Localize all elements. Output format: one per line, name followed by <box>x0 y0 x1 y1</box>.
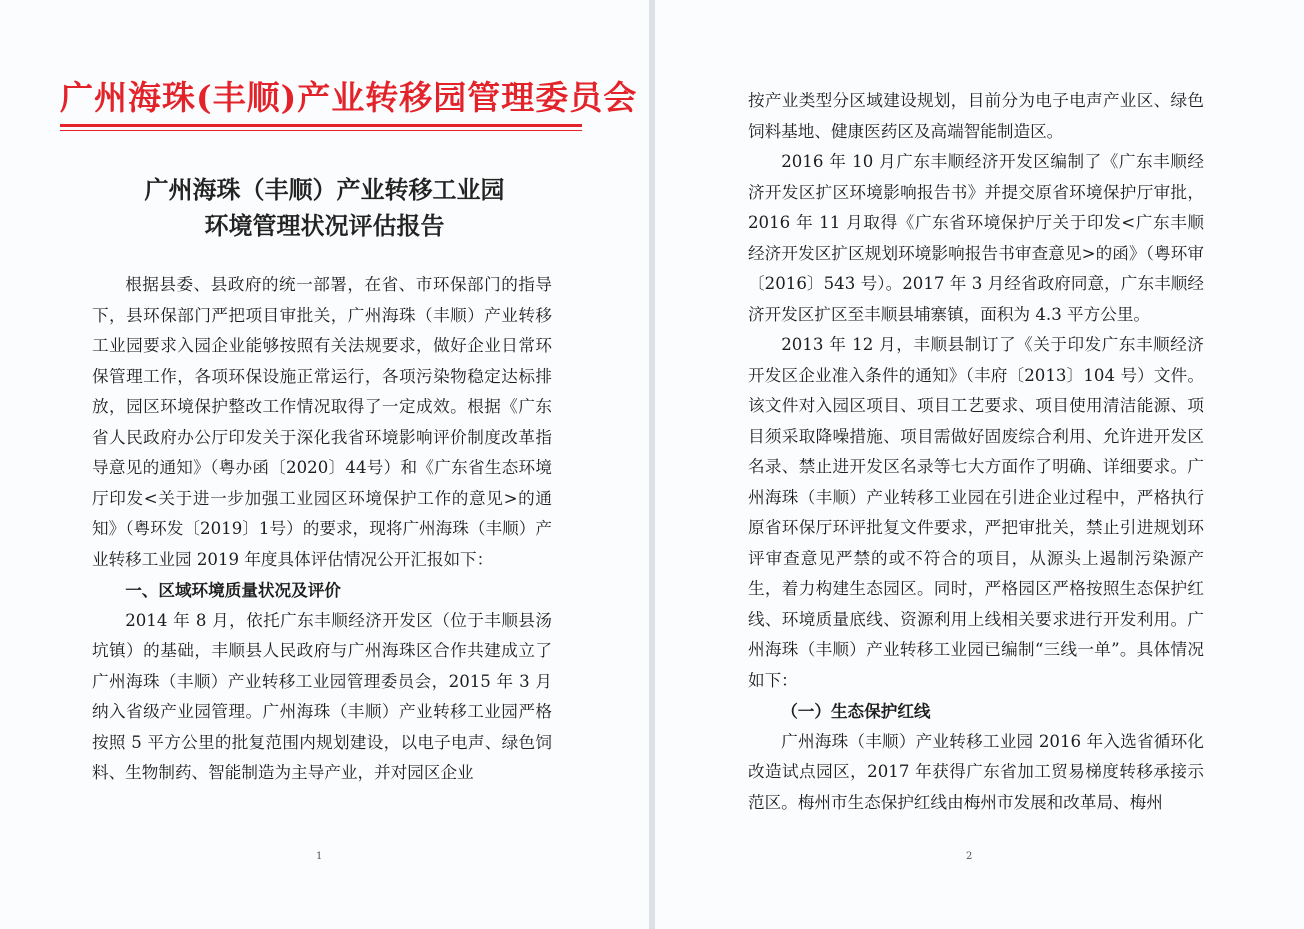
document-title-line-1: 广州海珠（丰顺）产业转移工业园 <box>144 175 505 204</box>
organization-header: 广州海珠(丰顺)产业转移园管理委员会 <box>60 78 638 117</box>
paragraph: 2013 年 12 月，丰顺县制订了《关于印发广东丰顺经济开发区企业准入条件的通知》（丰府〔2013〕104 号）文件。该文件对入园区项目、项目工艺要求、项目使用清洁能源、项目须采取降噪措施、项目需做好固废综合利用、允许进开发区名录、禁止进开发区名录等七大方面作了明确、详细要求。广州海珠（丰顺）产业转移工业园在引进企业过程中，严格执行原省环保厅环评批复文件要求，严把审批关，禁止引进规划环评审查意见严禁的或不符合的项目，从源头上遏制污染源产生，着力构建生态园区。同时，严格园区严格按照生态保护红线、环境质量底线、资源利用上线相关要求进行开发利用。广州海珠（丰顺）产业转移工业园已编制“三线一单”。具体情况如下： <box>748 335 1204 690</box>
paragraph: 按产业类型分区域建设规划，目前分为电子电声产业区、绿色饲料基地、健康医药区及高端智能制造区。 <box>748 91 1204 141</box>
header-red-rule-thin <box>60 130 582 131</box>
header-red-rule-thick <box>60 124 582 127</box>
section-heading: （一）生态保护红线 <box>781 701 931 721</box>
paragraph: 2014 年 8 月，依托广东丰顺经济开发区（位于丰顺县汤坑镇）的基础，丰顺县人民政府与广州海珠区合作共建成立了广州海珠（丰顺）产业转移工业园管理委员会，2015 年 3 月纳入省级产业园管理。广州海珠（丰顺）产业转移工业园严格按照 5 平方公里的批复范围内规划建设，以电子电声、绿色饲料、生物制药、智能制造为主导产业，并对园区企业 <box>92 610 552 782</box>
document-page-1 <box>0 0 649 929</box>
paragraph: 根据县委、县政府的统一部署，在省、市环保部门的指导下，县环保部门严把项目审批关，广州海珠（丰顺）产业转移工业园要求入园企业能够按照有关法规要求，做好企业日常环保管理工作，各项环保设施正常运行，各项污染物稳定达标排放，园区环境保护整改工作情况取得了一定成效。根据《广东省人民政府办公厅印发关于深化我省环境影响评价制度改革指导意见的通知》（粤办函〔2020〕44号）和《广东省生态环境厅印发<关于进一步加强工业园区环境保护工作的意见>的通知》（粤环发〔2019〕1号）的要求，现将广州海珠（丰顺）产业转移工业园 2019 年度具体评估情况公开汇报如下： <box>92 275 552 569</box>
page-1-body <box>92 270 552 789</box>
section-heading: 一、区域环境质量状况及评价 <box>125 580 341 600</box>
page-number: 2 <box>966 851 973 862</box>
page-2-body <box>748 86 1204 818</box>
page-number: 1 <box>316 851 323 862</box>
paragraph: 广州海珠（丰顺）产业转移工业园 2016 年入选省循环化改造试点园区，2017 年获得广东省加工贸易梯度转移承接示范区。梅州市生态保护红线由梅州市发展和改革局、梅州 <box>748 731 1204 812</box>
paragraph: 2016 年 10 月广东丰顺经济开发区编制了《广东丰顺经济开发区扩区环境影响报告书》并提交原省环境保护厅审批，2016 年 11 月取得《广东省环境保护厅关于印发<广东丰顺经济开发区扩区规划环境影响报告书审查意见>的函》（粤环审〔2016〕543 号）。2017 年 3 月经省政府同意，广东丰顺经济开发区扩区至丰顺县埔寨镇，面积为 4.3 平方公里。 <box>748 152 1204 324</box>
document-title-line-2: 环境管理状况评估报告 <box>204 211 445 240</box>
